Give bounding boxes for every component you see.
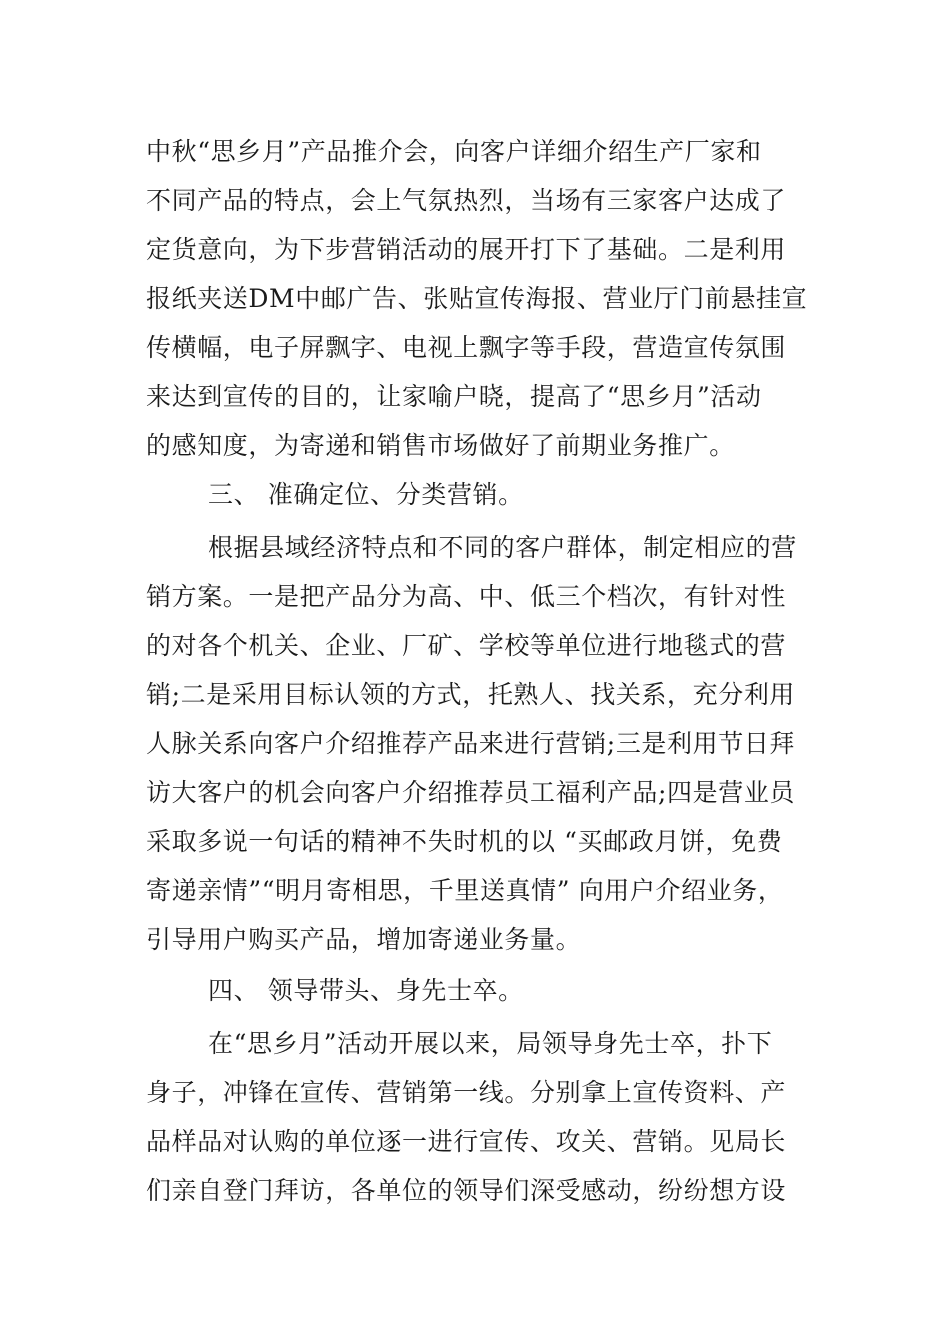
text-line: 销方案。一是把产品分为高、中、低三个档次，有针对性	[146, 582, 787, 611]
text-line: 身子，冲锋在宣传、营销第一线。分别拿上宣传资料、产	[146, 1078, 787, 1107]
text-line: 传横幅，电子屏飘字、电视上飘字等手段，营造宣传氛围	[146, 333, 787, 362]
text-line: 的对各个机关、企业、厂矿、学校等单位进行地毯式的营	[146, 631, 787, 660]
text-line: 定货意向，为下步营销活动的展开打下了基础。二是利用	[146, 235, 787, 264]
text-line: 报纸夹送DM中邮广告、张贴宣传海报、营业厅门前悬挂宣	[146, 284, 808, 313]
text-line: 引导用户购买产品，增加寄递业务量。	[146, 925, 582, 954]
text-line: 的感知度，为寄递和销售市场做好了前期业务推广。	[146, 431, 735, 460]
text-line: 人脉关系向客户介绍推荐产品来进行营销;三是利用节日拜	[146, 729, 796, 758]
text-line: 销;二是采用目标认领的方式，托熟人、找关系，充分利用	[146, 680, 796, 709]
text-line: 品样品对认购的单位逐一进行宣传、攻关、营销。见局长	[146, 1127, 787, 1156]
text-line: 采取多说一句话的精神不失时机的以 “买邮政月饼，免费	[146, 827, 783, 856]
text-line: 不同产品的特点，会上气氛热烈，当场有三家客户达成了	[146, 186, 787, 215]
text-line: 寄递亲情”“明月寄相思，千里送真情” 向用户介绍业务，	[146, 876, 784, 905]
section-heading: 四、 领导带头、身先士卒。	[208, 976, 524, 1005]
text-line: 们亲自登门拜访，各单位的领导们深受感动，纷纷想方设	[146, 1176, 787, 1205]
text-line: 中秋“思乡月”产品推介会，向客户详细介绍生产厂家和	[146, 137, 762, 166]
text-line: 来达到宣传的目的，让家喻户晓，提高了“思乡月”活动	[146, 382, 762, 411]
section-heading: 三、 准确定位、分类营销。	[208, 480, 524, 509]
text-line: 在“思乡月”活动开展以来，局领导身先士卒，扑下	[208, 1029, 773, 1058]
text-line: 访大客户的机会向客户介绍推荐员工福利产品;四是营业员	[146, 778, 796, 807]
text-line: 根据县域经济特点和不同的客户群体，制定相应的营	[208, 533, 797, 562]
